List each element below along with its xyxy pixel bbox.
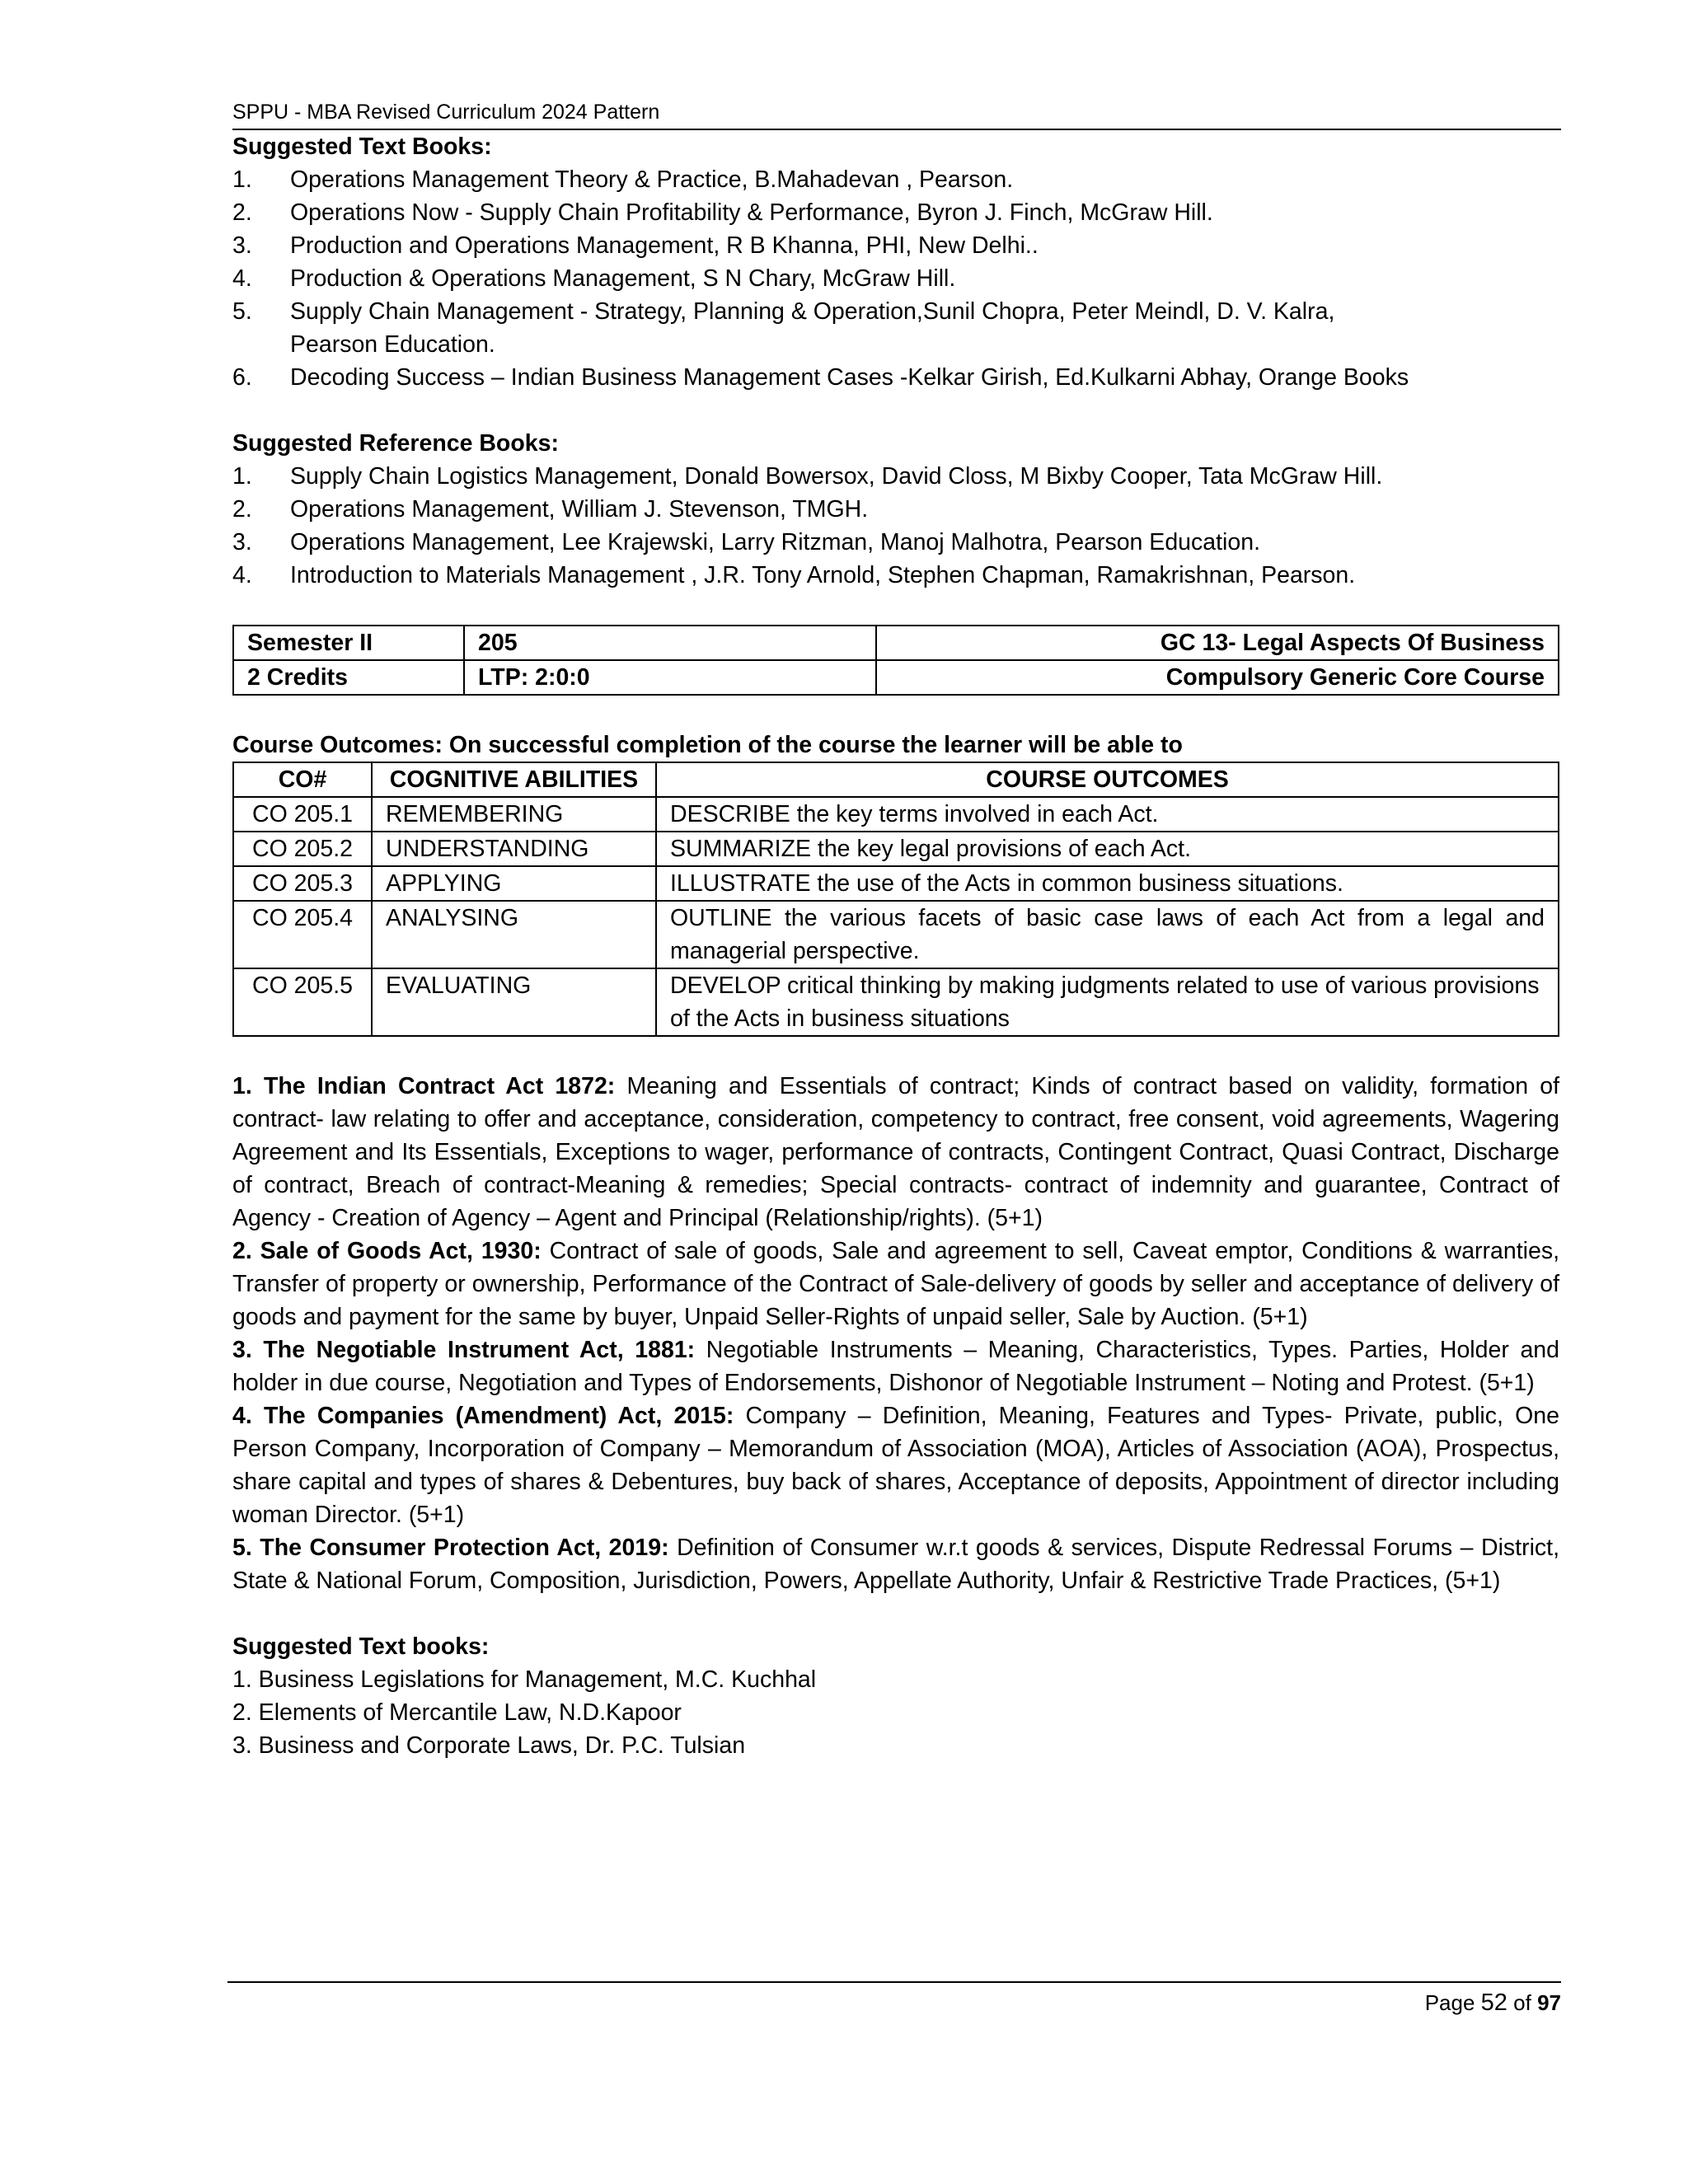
- table-row: [233, 832, 1559, 866]
- co-cell: CO 205.1: [233, 797, 372, 832]
- list-item: 1. Supply Chain Logistics Management, Donald Bowersox, David Closs, M Bixby Cooper, Tata McGraw Hill.: [232, 463, 1383, 490]
- semester-cell: Semester II: [233, 626, 464, 660]
- course-outcomes-table: [232, 762, 1559, 1037]
- course-code-cell: 205: [464, 626, 876, 660]
- list-item: 3. Business and Corporate Laws, Dr. P.C. Tulsian: [232, 1732, 746, 1759]
- list-item: 2. Elements of Mercantile Law, N.D.Kapoor: [232, 1699, 682, 1726]
- table-row: [233, 626, 1559, 660]
- outcome-cell: ILLUSTRATE the use of the Acts in common business situations.: [656, 866, 1559, 901]
- unit-title: 1. The Indian Contract Act 1872:: [232, 1073, 616, 1099]
- footer-divider: [227, 1981, 1561, 1983]
- outcomes-header: COURSE OUTCOMES: [656, 762, 1559, 797]
- list-item: 3. Production and Operations Management, R B Khanna, PHI, New Delhi..: [232, 232, 1039, 259]
- page-content: [232, 130, 1559, 1762]
- list-item: 1. Operations Management Theory & Practice, B.Mahadevan , Pearson.: [232, 166, 1014, 193]
- page-number: 52: [1480, 1990, 1507, 2016]
- outcome-cell: DEVELOP critical thinking by making judgments related to use of various provisions of the Acts in business situations: [656, 968, 1559, 1036]
- course-title-cell: GC 13- Legal Aspects Of Business: [876, 626, 1559, 660]
- syllabus-unit-5: [232, 1531, 1559, 1597]
- unit-body: Contract of sale of goods, Sale and agreement to sell, Caveat emptor, Conditions & warranties, Transfer of property or ownership, Performance of the Contract of Sale-delivery of goods by seller and acceptance of delivery of goods and payment for the same by buyer, Unpaid Seller-Rights of unpaid seller, Sale by Auction. (5+1): [232, 1238, 1559, 1330]
- table-row: [233, 968, 1559, 1036]
- table-row: [233, 797, 1559, 832]
- course-type-cell: Compulsory Generic Core Course: [876, 660, 1559, 695]
- list-item: 4. Introduction to Materials Management , J.R. Tony Arnold, Stephen Chapman, Ramakrishnan, Pearson.: [232, 562, 1356, 588]
- unit-title: 4. The Companies (Amendment) Act, 2015:: [232, 1403, 734, 1429]
- ability-cell: EVALUATING: [372, 968, 656, 1036]
- text-books-2-heading: Suggested Text books:: [232, 1633, 490, 1660]
- table-row: [233, 866, 1559, 901]
- syllabus-unit-3: [232, 1333, 1559, 1399]
- table-header-row: [233, 762, 1559, 797]
- co-cell: CO 205.5: [233, 968, 372, 1036]
- unit-body: Meaning and Essentials of contract; Kinds of contract based on validity, formation of contract- law relating to offer and acceptance, consideration, competency to contract, free consent, void agreements, Wagering Agreement and Its Essentials, Exceptions to wager, performance of contracts, Contingent Contract, Quasi Contract, Discharge of contract, Breach of contract-Meaning & remedies; Special contracts- contract of indemnity and guarantee, Contract of Agency - Creation of Agency – Agent and Principal (Relationship/rights). (5+1): [232, 1073, 1560, 1231]
- ability-cell: UNDERSTANDING: [372, 832, 656, 866]
- ability-cell: APPLYING: [372, 866, 656, 901]
- list-item: 1. Business Legislations for Management, M.C. Kuchhal: [232, 1666, 817, 1693]
- outcome-cell: DESCRIBE the key terms involved in each Act.: [656, 797, 1559, 832]
- unit-body: Company – Definition, Meaning, Features and Types- Private, public, One Person Company, Incorporation of Company – Memorandum of Association (MOA), Articles of Association (AOA), Prospectus, share capital and types of shares & Debentures, buy back of shares, Acceptance of deposits, Appointment of director including woman Director. (5+1): [232, 1403, 1559, 1528]
- co-cell: CO 205.4: [233, 901, 372, 968]
- text-books-heading: Suggested Text Books:: [232, 134, 492, 160]
- page-label: Page: [1424, 1990, 1475, 2015]
- list-item: 2. Operations Management, William J. Stevenson, TMGH.: [232, 496, 869, 523]
- credits-cell: 2 Credits: [233, 660, 464, 695]
- syllabus-unit-1: [232, 1070, 1559, 1235]
- list-item: 3. Operations Management, Lee Krajewski, Larry Ritzman, Manoj Malhotra, Pearson Education.: [232, 529, 1260, 555]
- unit-body: Definition of Consumer w.r.t goods & services, Dispute Redressal Forums – District, State & National Forum, Composition, Jurisdiction, Powers, Appellate Authority, Unfair & Restrictive Trade Practices, (5+1): [232, 1535, 1559, 1594]
- abilities-header: COGNITIVE ABILITIES: [372, 762, 656, 797]
- table-row: [233, 901, 1559, 968]
- text-books-list: [232, 163, 1559, 394]
- of-label: of: [1513, 1990, 1531, 2015]
- co-cell: CO 205.2: [233, 832, 372, 866]
- ability-cell: REMEMBERING: [372, 797, 656, 832]
- semester-info-table: [232, 625, 1559, 696]
- unit-title: 3. The Negotiable Instrument Act, 1881:: [232, 1337, 696, 1363]
- list-item: 5. Supply Chain Management - Strategy, Planning & Operation,Sunil Chopra, Peter Meindl, D. V. Kalra, Pearson Education.: [232, 298, 1335, 358]
- unit-body: Negotiable Instruments – Meaning, Characteristics, Types. Parties, Holder and holder in due course, Negotiation and Types of Endorsements, Dishonor of Negotiable Instrument – Noting and Protest. (5+1): [232, 1337, 1559, 1396]
- unit-title: 5. The Consumer Protection Act, 2019:: [232, 1535, 669, 1561]
- syllabus-unit-4: [232, 1399, 1559, 1531]
- reference-books-list: [232, 460, 1559, 592]
- page-header: SPPU - MBA Revised Curriculum 2024 Pattern: [232, 101, 660, 124]
- outcome-cell: OUTLINE the various facets of basic case laws of each Act from a legal and managerial perspective.: [656, 901, 1559, 968]
- ltp-cell: LTP: 2:0:0: [464, 660, 876, 695]
- co-header: CO#: [233, 762, 372, 797]
- outcome-cell: SUMMARIZE the key legal provisions of each Act.: [656, 832, 1559, 866]
- syllabus-unit-2: [232, 1235, 1559, 1333]
- table-row: [233, 660, 1559, 695]
- page-footer: [1425, 1986, 1561, 2019]
- reference-books-heading: Suggested Reference Books:: [232, 430, 559, 457]
- total-pages: 97: [1537, 1990, 1561, 2015]
- list-item: 4. Production & Operations Management, S N Chary, McGraw Hill.: [232, 265, 956, 292]
- list-item: 6. Decoding Success – Indian Business Management Cases -Kelkar Girish, Ed.Kulkarni Abhay, Orange Books: [232, 364, 1409, 391]
- course-outcomes-heading: Course Outcomes: On successful completion of the course the learner will be able to: [232, 732, 1183, 758]
- co-cell: CO 205.3: [233, 866, 372, 901]
- unit-title: 2. Sale of Goods Act, 1930:: [232, 1238, 542, 1264]
- list-item: 2. Operations Now - Supply Chain Profitability & Performance, Byron J. Finch, McGraw Hill.: [232, 199, 1213, 226]
- ability-cell: ANALYSING: [372, 901, 656, 968]
